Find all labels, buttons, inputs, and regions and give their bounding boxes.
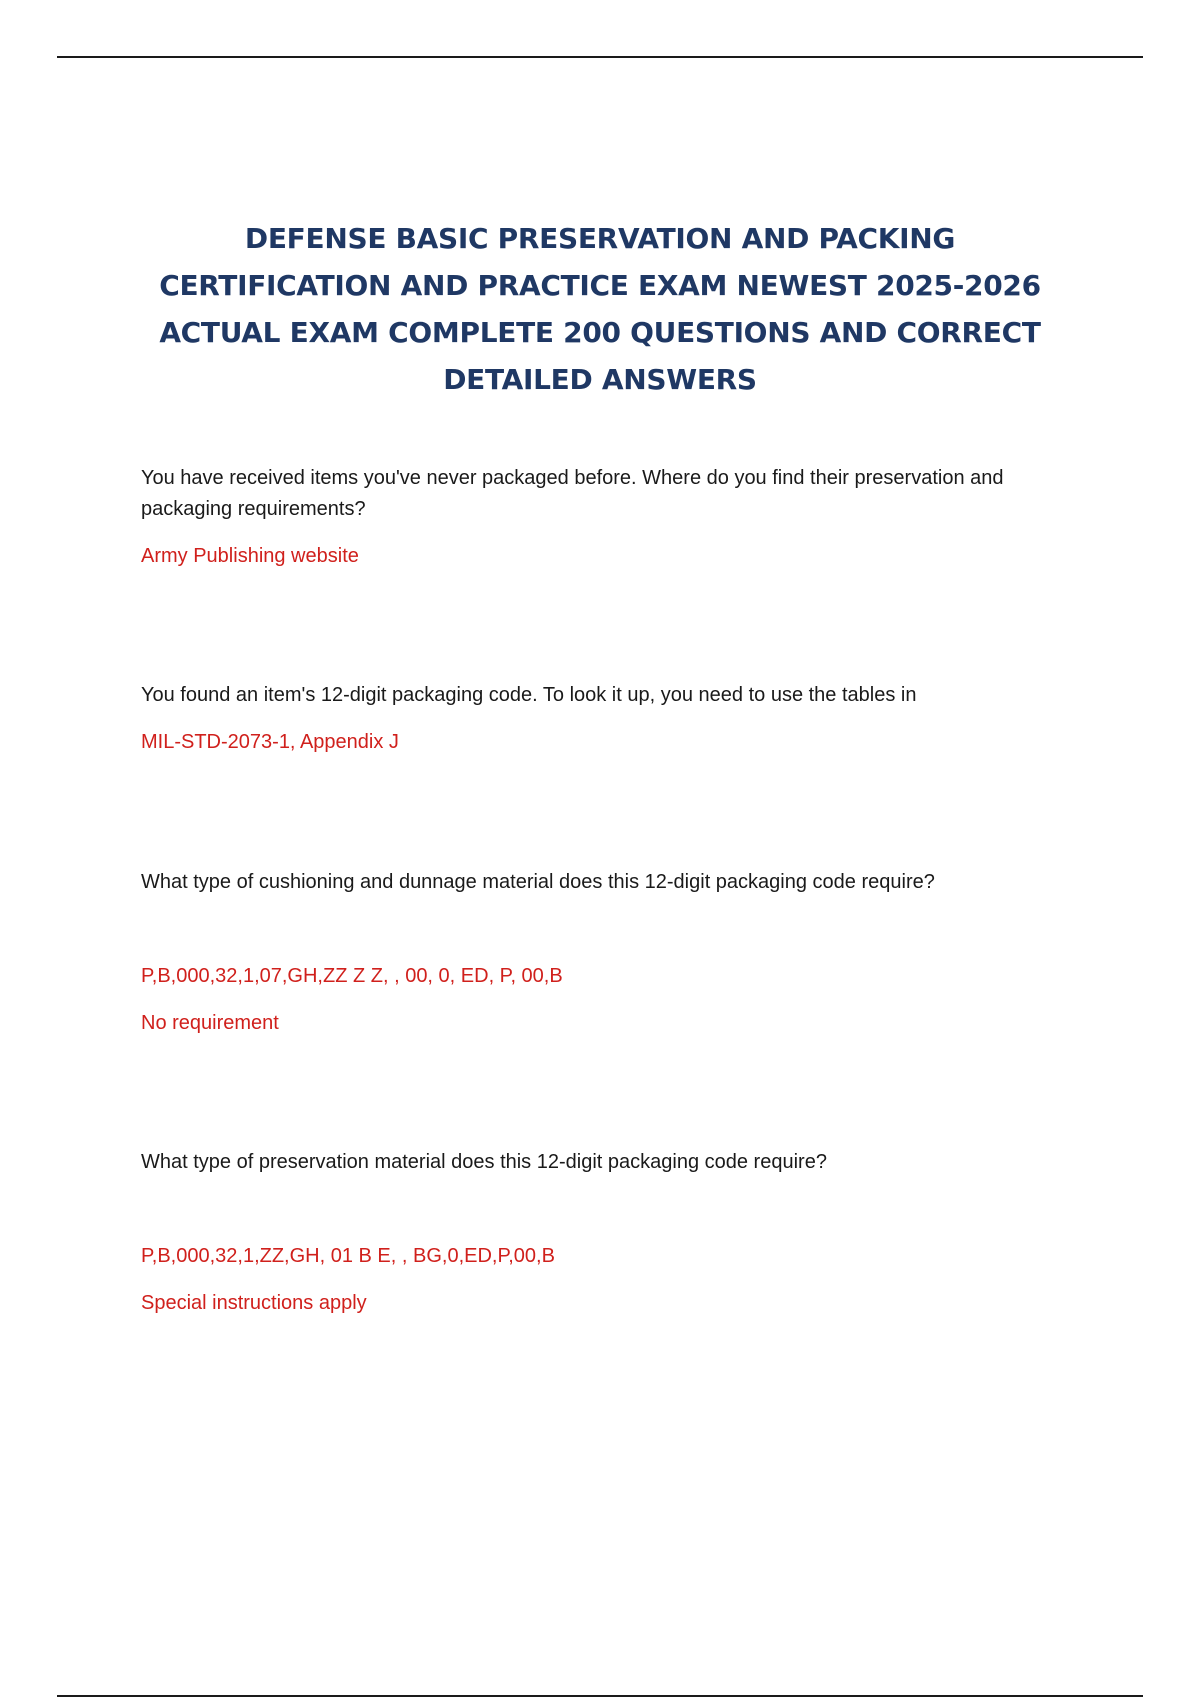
answer-4: Special instructions apply bbox=[141, 1292, 367, 1314]
answer-3: No requirement bbox=[141, 1012, 279, 1034]
question-4: What type of preservation material does this 12-digit packaging code require? bbox=[141, 1151, 827, 1173]
document-title: DEFENSE BASIC PRESERVATION AND PACKING CERTIFICATION AND PRACTICE EXAM NEWEST 2025-2026 ACTUAL EXAM COMPLETE 200 QUESTIONS AND CORRECT DETAILED ANSWERS bbox=[159, 222, 1041, 396]
footer-rule bbox=[57, 1695, 1143, 1697]
qa-item-2 bbox=[141, 680, 1061, 758]
code-3: P,B,000,32,1,07,GH,ZZ Z Z, , 00, 0, ED, P, 00,B bbox=[141, 965, 563, 987]
answer-1: Army Publishing website bbox=[141, 545, 359, 567]
qa-item-4 bbox=[141, 1147, 1061, 1319]
answer-2: MIL-STD-2073-1, Appendix J bbox=[141, 731, 399, 753]
qa-item-3 bbox=[141, 867, 1061, 1039]
qa-item-1 bbox=[141, 463, 1061, 572]
header-rule bbox=[57, 56, 1143, 58]
question-1: You have received items you've never packaged before. Where do you find their preservation and packaging requirements? bbox=[141, 467, 1004, 520]
code-4: P,B,000,32,1,ZZ,GH, 01 B E, , BG,0,ED,P,00,B bbox=[141, 1245, 555, 1267]
question-2: You found an item's 12-digit packaging code. To look it up, you need to use the tables in bbox=[141, 684, 917, 706]
question-3: What type of cushioning and dunnage material does this 12-digit packaging code require? bbox=[141, 871, 935, 893]
